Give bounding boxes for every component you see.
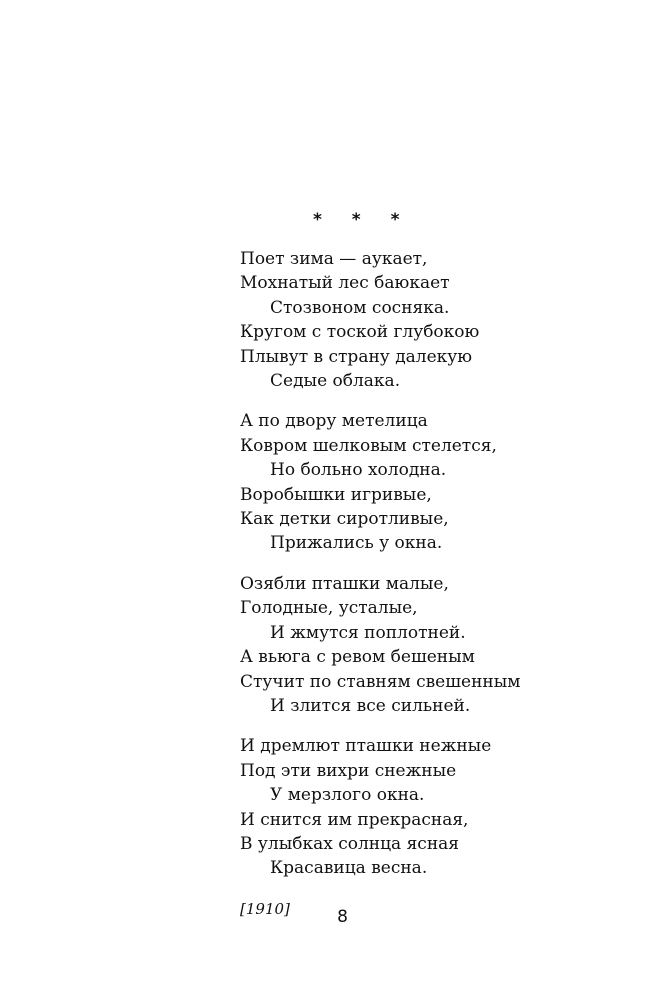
section-ornament: * * *: [313, 210, 412, 230]
poem-line: Но больно холодна.: [270, 460, 447, 481]
poem-line: Под эти вихри снежные: [240, 760, 457, 781]
stanza: [240, 409, 640, 555]
poem-line: Озябли пташки малые,: [240, 573, 449, 594]
poem-line: И злится все сильней.: [270, 695, 471, 716]
poem-body: [240, 205, 640, 921]
poem-line: Ковром шелковым стелется,: [240, 435, 497, 456]
poem-line: Красавица весна.: [270, 858, 428, 879]
poem-line: Стозвоном сосняка.: [270, 297, 450, 318]
poem-line: Как детки сиротливые,: [240, 509, 449, 530]
stanza: [240, 247, 640, 393]
poem-line: А по двору метелица: [240, 411, 428, 432]
poem-line: В улыбках солнца ясная: [240, 833, 460, 854]
stanza: [240, 572, 640, 718]
poem-line: Плывут в страну далекую: [240, 346, 473, 367]
poem-line: Седые облака.: [270, 371, 401, 392]
poem-line: И дремлют пташки нежные: [240, 736, 492, 757]
poem-stanzas: [240, 247, 640, 881]
poem-line: И жмутся поплотней.: [270, 622, 466, 643]
poem-line: Прижались у окна.: [270, 533, 443, 554]
poem-line: И снится им прекрасная,: [240, 809, 469, 830]
poem-line: Стучит по ставням свешенным: [240, 671, 521, 692]
stanza: [240, 734, 640, 880]
poem-line: А вьюга с ревом бешеным: [240, 647, 475, 668]
poem-line: У мерзлого окна.: [270, 785, 425, 806]
poem-date: [1910]: [240, 899, 290, 918]
poem-line: Воробышки игривые,: [240, 484, 432, 505]
poem-line: Кругом с тоской глубокою: [240, 322, 480, 343]
poem-line: Голодные, усталые,: [240, 598, 418, 619]
page-number: 8: [337, 907, 348, 927]
poem-line: Поет зима — аукает,: [240, 249, 428, 269]
poem-line: Мохнатый лес баюкает: [240, 273, 450, 294]
